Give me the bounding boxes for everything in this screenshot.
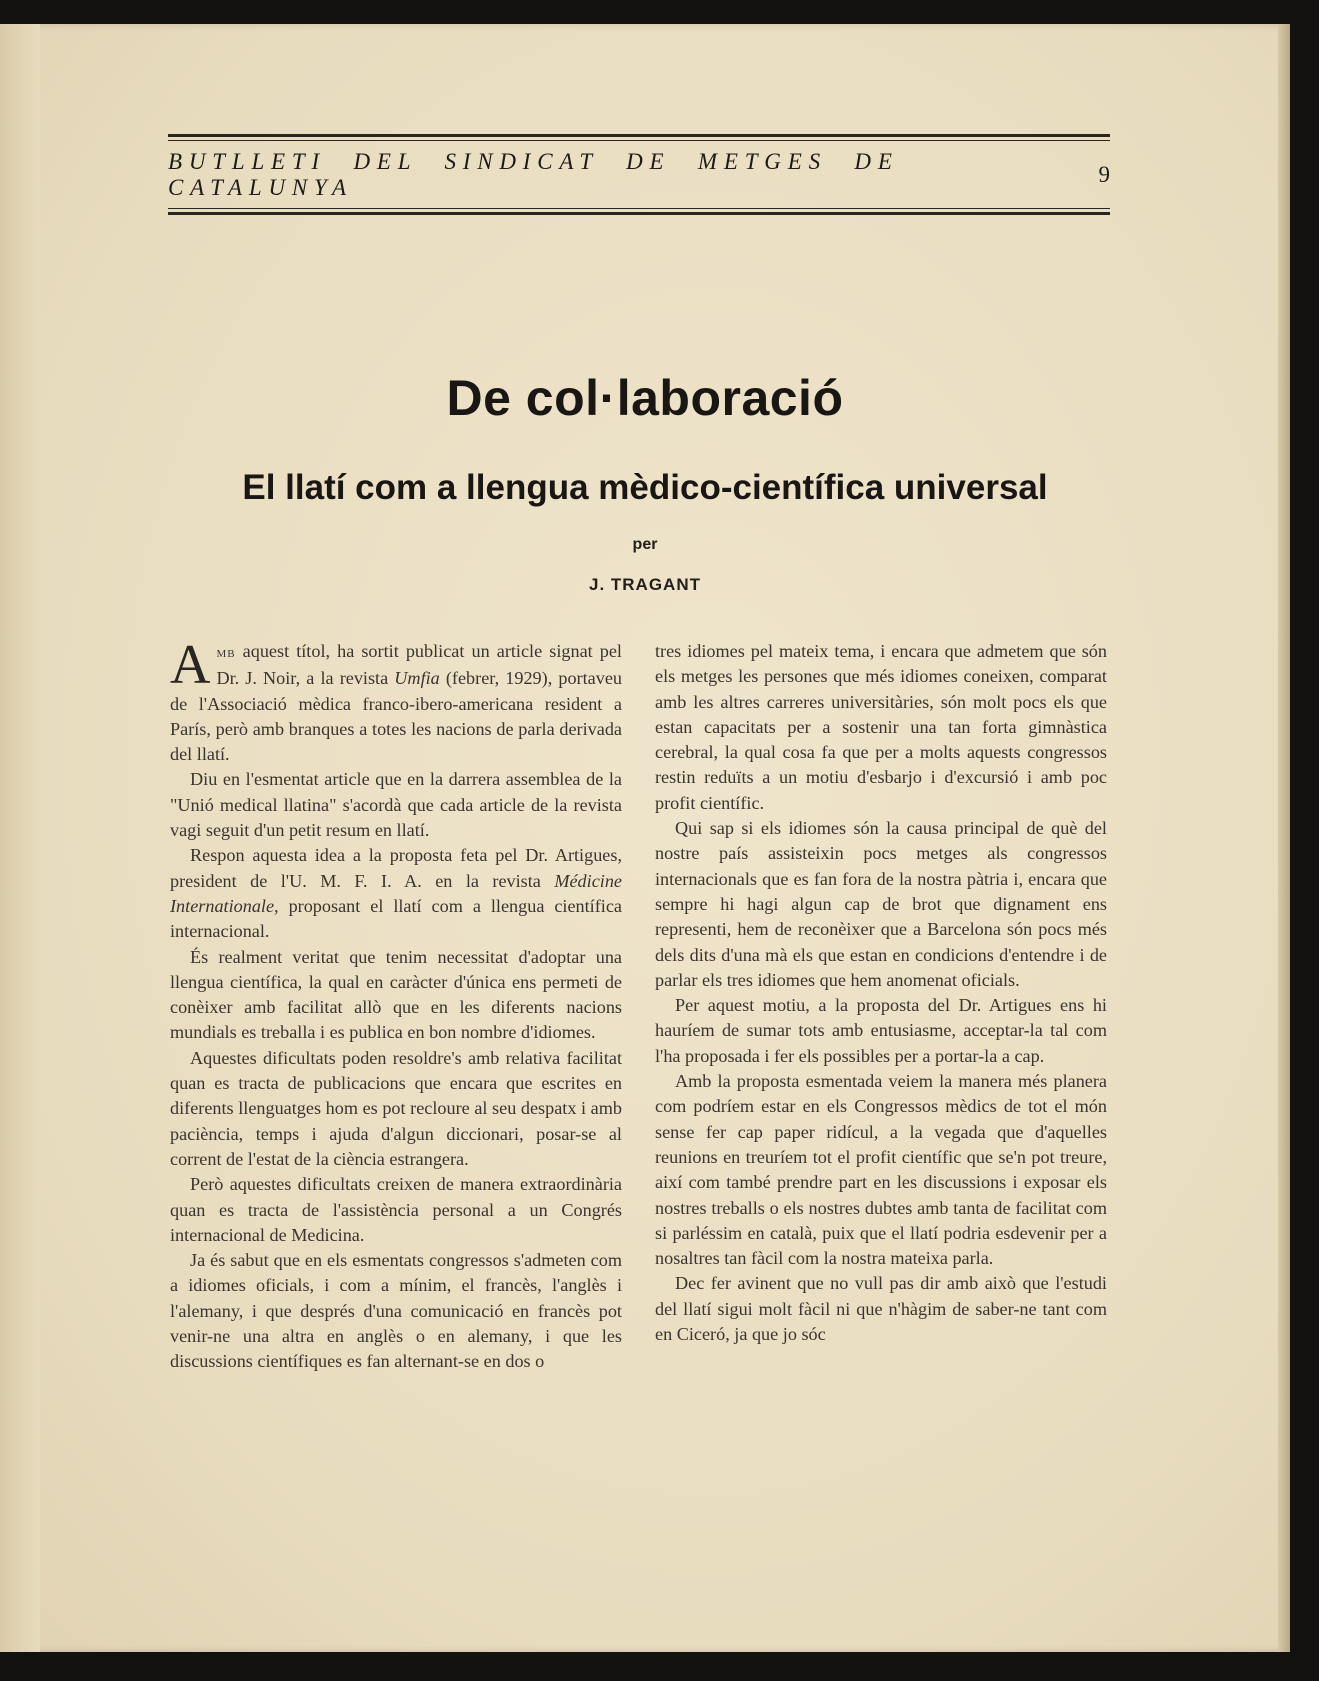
paragraph: Ja és sabut que en els esmentats congressos s'admeten com a idiomes oficials, i com a mínim, el francès, l'anglès i l'alemany, i que després d'una comunicació en francès pot venir-ne una altra en anglès o en alemany, i que les discussions científiques es fan alternant-se en dos o	[170, 1250, 622, 1372]
paragraph: Però aquestes dificultats creixen de manera extraordinària quan es tracta de l'assistència personal a un Congrés internacional de Medicina.	[170, 1174, 622, 1245]
article-title: El llatí com a llengua mèdico-científica universal	[242, 468, 1048, 507]
paragraph: tres idiomes pel mateix tema, i encara que admetem que són els metges les persones que més idiomes coneixen, comparat amb les altres carreres universitàries, són molt pocs els que estan capacitats per a sostenir una tan forta gimnàstica cerebral, la qual cosa fa que per a molts aquests congressos restin reduïts a un motiu d'esbarjo i d'excursió i amb poc profit científic.	[655, 641, 1107, 813]
paragraph	[170, 634, 622, 767]
page-edge	[1278, 24, 1290, 1652]
paragraph-text: proposant el llatí com a llengua científica internacional.	[170, 895, 622, 942]
paragraph-text: Respon aquesta idea a la proposta feta pel Dr. Artigues, president de l'U. M. F. I. A. en la revista	[170, 845, 622, 891]
journal-name: Umfia	[394, 668, 440, 689]
paragraph-text: aquest títol, ha sortit publicat un article signat pel Dr. J. Noir, a la revista	[216, 641, 622, 689]
header-rule-bottom	[168, 212, 1110, 215]
left-column	[170, 634, 622, 1375]
paragraph: Dec fer avinent que no vull pas dir amb això que l'estudi del llatí sigui molt fàcil ni que n'hàgim de saber-ne tant com en Ciceró, ja que jo sóc	[655, 1273, 1107, 1345]
paragraph-text: (febrer, 1929), portaveu de l'Associació mèdica franco-ibero-americana resident a París, però amb branques a totes les nacions de parla derivada del llatí.	[170, 668, 622, 765]
section-title: De col·laboració	[446, 370, 844, 426]
journal-name: Médicine Internationale,	[170, 870, 622, 916]
page-spine	[0, 24, 40, 1652]
byline-per: per	[632, 536, 658, 553]
paragraph: Aquestes dificultats poden resoldre's amb relativa facilitat quan es tracta de publicacions que encara que escrites en diferents llenguatges hom es pot recloure al seu despatx i amb paciència, temps i ajuda d'algun diccionari, posar-se al corrent de l'estat de la ciència estrangera.	[170, 1047, 622, 1169]
page-number: 9	[1098, 162, 1110, 187]
small-caps-text: mb	[216, 645, 236, 661]
running-header	[168, 134, 1110, 215]
drop-cap: A	[170, 634, 211, 696]
header-row	[168, 141, 1110, 208]
paragraph: És realment veritat que tenim necessitat d'adoptar una llengua científica, la qual en caràcter d'única ens permeti de conèixer amb facilitat allò que en les diferents nacions mundials es treballa i es publica en bon nombre d'idiomes.	[170, 946, 622, 1043]
paragraph: Qui sap si els idiomes són la causa principal de què del nostre país assisteixin pocs metges als congressos internacionals que es fan fora de la nostra pàtria i, encara que sempre hi hagi algun cap de brot que dignament ens representi, hem de reconèixer que a Barcelona són pocs més dels dits d'una mà els que estan en condicions d'entendre i de parlar els tres idiomes que hem anomenat oficials.	[655, 818, 1107, 990]
paragraph: Per aquest motiu, a la proposta del Dr. Artigues ens hi hauríem de sumar tots amb entusiasme, acceptar-la tal com l'ha proposada i fer els possibles per a portar-la a cap.	[655, 995, 1107, 1066]
journal-title: BUTLLETI DEL SINDICAT DE METGES DE CATALUNYA	[168, 149, 899, 200]
byline-author: J. TRAGANT	[589, 575, 701, 594]
paragraph	[170, 843, 622, 944]
journal-page	[0, 24, 1290, 1652]
right-column	[655, 639, 1107, 1347]
paragraph: Diu en l'esmentat article que en la darrera assemblea de la "Unió medical llatina" s'acordà que cada article de la revista vagi seguit d'un petit resum en llatí.	[170, 769, 622, 841]
paragraph: Amb la proposta esmentada veiem la manera més planera com podríem estar en els Congressos mèdics de tot el món sense fer cap paper ridícul, a la vegada que d'aquelles reunions en treuríem tot el profit científic que se'n pot treure, així com també prendre part en les discussions i exposar els nostres treballs o els nostres dubtes amb tanta de facilitat com si parléssim en català, puix que el llatí podria esdevenir per a nosaltres tan fàcil com la nostra mateixa parla.	[655, 1071, 1107, 1269]
